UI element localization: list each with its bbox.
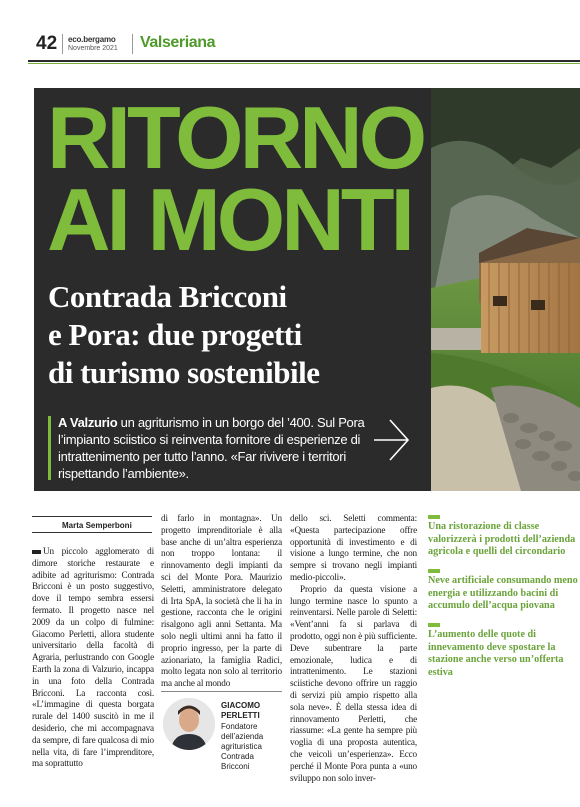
- issue-date: Novembre 2021: [68, 45, 118, 52]
- sidebar-note: [428, 623, 578, 679]
- sidebar-marker: [428, 569, 440, 573]
- avatar: [163, 698, 215, 750]
- article-text: Proprio da questa visione a lungo termine nasce lo spunto a reinventarsi. Nelle parole di Seletti: «Vent’anni fa si parlava di prodotto, oggi non è più sufficiente. Deve subentrare la parte emozionale, ludica e di intrattenimento. Le stazioni sciistiche devono offrire un raggio di servizi più ampio rispetto alla sola neve». È della stessa idea di rinnovamento Perletti, che riassume: «La gente ha sempre più voglia di una proposta autentica, che veicoli un’esperienza». Ecco perché il Monte Pora punta a «uno sviluppo non solo inver-: [290, 583, 417, 783]
- deck-accent-bar: [48, 416, 51, 480]
- profile-name-line: GIACOMO: [221, 701, 261, 710]
- section-title: [140, 34, 215, 52]
- sidebar-marker: [428, 623, 440, 627]
- header-divider: [62, 34, 63, 54]
- profile-role-line: dell’azienda: [221, 732, 264, 741]
- deck-text: [58, 414, 378, 482]
- header-rule: [28, 60, 580, 62]
- sidebar-note: [428, 515, 578, 559]
- profile-role-line: Fondatore: [221, 722, 258, 731]
- author-byline: Marta Semperboni: [62, 521, 132, 530]
- article-column-1: [32, 546, 154, 770]
- sidebar-text: L’aumento delle quote di innevamento deve spostare la stazione anche verso un’offerta estiva: [428, 629, 564, 678]
- deck-lead: A Valzurio: [58, 415, 118, 430]
- subtitle-line: e Pora: due progetti: [48, 317, 302, 352]
- author-rule: [32, 516, 152, 517]
- arrow-right-icon: [372, 418, 412, 462]
- subtitle-line: Contrada Bricconi: [48, 279, 287, 314]
- author-rule: [32, 532, 152, 533]
- article-text: dello sci. Seletti commenta: «Questa partecipazione offre opportunità di investimento e di visione a lungo termine, che non sempre si trovano negli impianti medio-piccoli».: [290, 513, 417, 582]
- profile-role-line: agrituristica: [221, 742, 262, 751]
- paragraph-marker: [32, 550, 41, 554]
- section-title-part: seriana: [161, 34, 216, 51]
- article-column-2: [161, 513, 282, 690]
- article-column-3: [290, 513, 417, 784]
- sidebar-marker: [428, 515, 440, 519]
- sidebar-text: Neve artificiale consumando meno energia e utilizzando bacini di accumulo dell’acqua piovana: [428, 575, 578, 612]
- hero-panel: [34, 88, 580, 491]
- header-rule-accent: [28, 63, 580, 64]
- sidebar-note: [428, 569, 578, 613]
- subtitle: [48, 278, 468, 392]
- profile-rule: [161, 691, 282, 692]
- sidebar-text: Una ristorazione di classe valorizzerà i prodotti dell’azienda agricola e quelli del circondario: [428, 521, 576, 558]
- profile-role-line: Contrada: [221, 752, 254, 761]
- publication-brand: eco.bergamo: [68, 35, 116, 44]
- subtitle-line: di turismo sostenibile: [48, 355, 320, 390]
- headline-line: AI MONTI: [47, 170, 411, 269]
- profile-role-line: Bricconi: [221, 762, 250, 771]
- article-text: di farlo in montagna». Un progetto imprenditoriale è alla base anche di un’altra esperienza non troppo lontana: il rinnovamento degli impianti da sci del Monte Pora. Maurizio Seletti, amministratore delegato di Irta SpA, la società che li ha in gestione, racconta che le origini risalgono agli anni Settanta. Ma solo negli ultimi anni ha fatto il proprio ingresso, per la parte di azionariato, la famiglia Radici, molto legata non solo al territorio ma anche al mondo: [161, 513, 282, 689]
- deck-body: un agriturismo in un borgo del ’400. Sul Pora l’impianto sciistico si reinventa fornitore di esperienze di intrattenimento per tutto l’anno. «Far rivivere i territori rispettando l’ambiente».: [58, 415, 365, 481]
- page-number: 42: [36, 33, 58, 54]
- profile-role: [221, 722, 263, 772]
- article-text: Un piccolo agglomerato di dimore storiche restaurate e adibite ad agriturismo: Contrada Bricconi è un posto suggestivo, dove il tempo sembra essersi fermato. Il progetto nasce nel 2009 da un colpo di fulmine: Giacomo Perletti, allora studente universitario della facoltà di Agraria, perlustrando con Google Earth la zona di Valzurio, incappa in una foto della Contrada Bricconi. La racconta così. «L’immagine di questa borgata rurale del 1400 suscitò in me il desiderio, che mi accompagnava da sempre, di fare qualcosa di mio nella vita, di fare l’imprenditore, ma soprattutto: [32, 546, 154, 769]
- section-title-part: Val: [140, 34, 162, 51]
- profile-name-line: PERLETTI: [221, 711, 260, 720]
- header-divider: [132, 34, 133, 54]
- headline-line: RITORNO: [47, 88, 424, 187]
- profile-name: [221, 701, 260, 721]
